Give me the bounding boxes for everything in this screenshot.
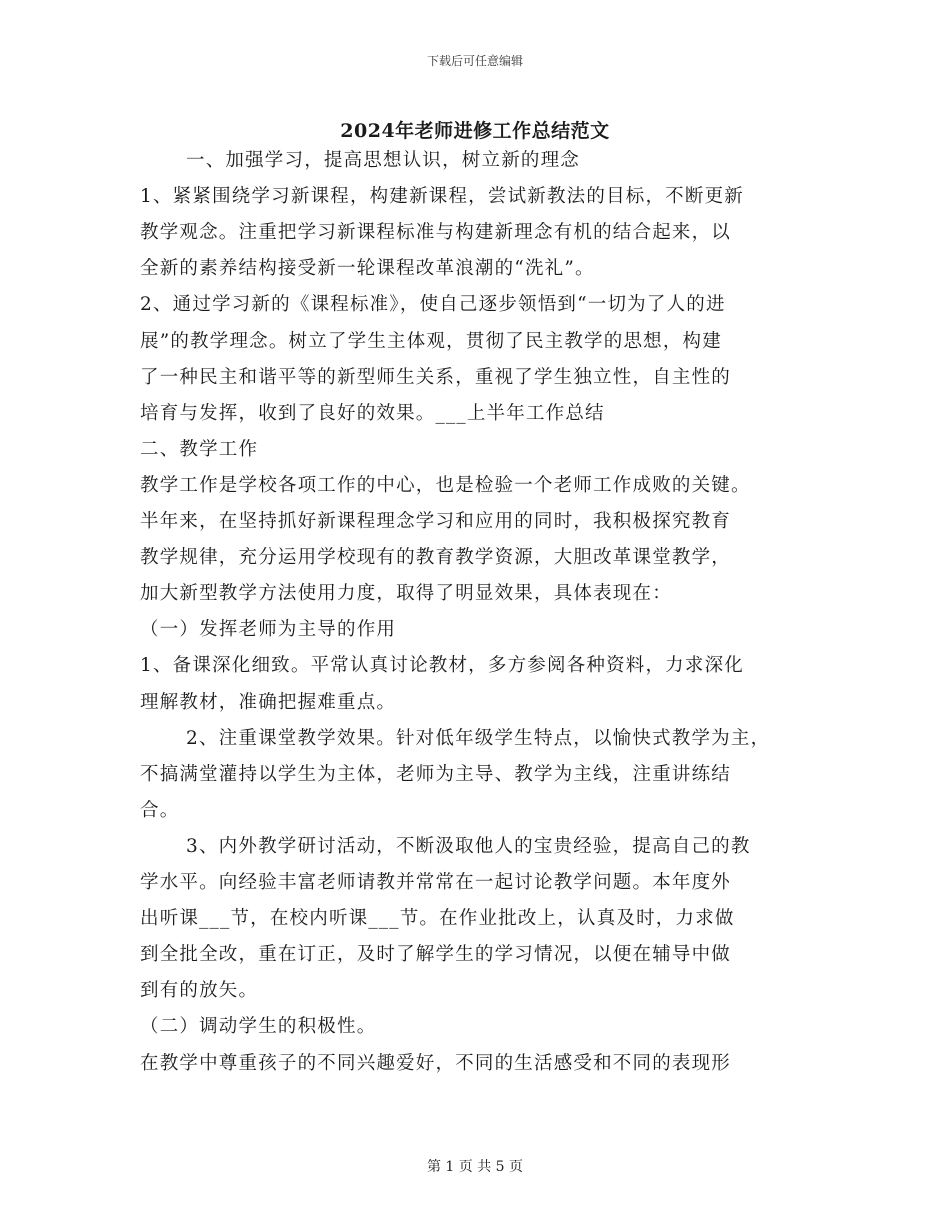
text-line: 教学规律，充分运用学校现有的教育教学资源，大胆改革课堂教学， [140, 547, 732, 569]
text-line: 不搞满堂灌持以学生为主体，老师为主导、教学为主线，注重讲练结 [140, 763, 732, 785]
page-footer: 第 1 页 共 5 页 [426, 1159, 524, 1175]
text-line: （二）调动学生的积极性。 [140, 1016, 377, 1038]
text-line: 教学工作是学校各项工作的中心，也是检验一个老师工作成败的关键。 [140, 474, 751, 496]
text-line: 培育与发挥，收到了良好的效果。___上半年工作总结 [140, 402, 605, 424]
text-line: 一、加强学习，提高思想认识，树立新的理念 [186, 150, 581, 171]
text-line: 展”的教学理念。树立了学生主体观，贯彻了民主教学的思想，构建 [140, 330, 722, 352]
text-line: 出听课___节，在校内听课___节。在作业批改上，认真及时，力求做 [140, 908, 735, 930]
text-line: 3、内外教学研讨活动，不断汲取他人的宝贵经验，提高自己的教 [186, 835, 751, 857]
text-line: 2、注重课堂教学效果。针对低年级学生特点，以愉快式教学为主， [186, 727, 771, 749]
text-line: 加大新型教学方法使用力度，取得了明显效果，具体表现在： [140, 583, 672, 605]
text-line: 到全批全改，重在订正，及时了解学生的学习情况，以便在辅导中做 [140, 944, 732, 966]
text-line: 2、通过学习新的《课程标准》，使自己逐步领悟到“一切为了人的进 [140, 294, 726, 316]
text-line: 合。 [140, 799, 180, 821]
text-line: 教学观念。注重把学习新课程标准与构建新理念有机的结合起来，以 [140, 222, 732, 244]
text-line: 半年来，在坚持抓好新课程理念学习和应用的同时，我积极探究教育 [140, 511, 732, 532]
document-title: 2024年老师进修工作总结范文 [340, 120, 610, 142]
text-line: 学水平。向经验丰富老师请教并常常在一起讨论教学问题。本年度外 [140, 872, 732, 893]
text-line: 到有的放矢。 [140, 980, 259, 1002]
text-line: 1、备课深化细致。平常认真讨论教材，多方参阅各种资料，力求深化 [140, 655, 744, 677]
text-line: 1、紧紧围绕学习新课程，构建新课程，尝试新教法的目标，不断更新 [140, 186, 744, 208]
text-line: （一）发挥老师为主导的作用 [140, 619, 397, 641]
text-line: 二、教学工作 [140, 438, 259, 460]
page-header: 下载后可任意编辑 [426, 54, 523, 68]
text-line: 理解教材，准确把握难重点。 [140, 691, 397, 713]
text-line: 全新的素养结构接受新一轮课程改革浪潮的“洗礼”。 [140, 258, 595, 280]
text-line: 在教学中尊重孩子的不同兴趣爱好，不同的生活感受和不同的表现形 [140, 1052, 732, 1074]
text-line: 了一种民主和谐平等的新型师生关系，重视了学生独立性，自主性的 [140, 366, 732, 388]
